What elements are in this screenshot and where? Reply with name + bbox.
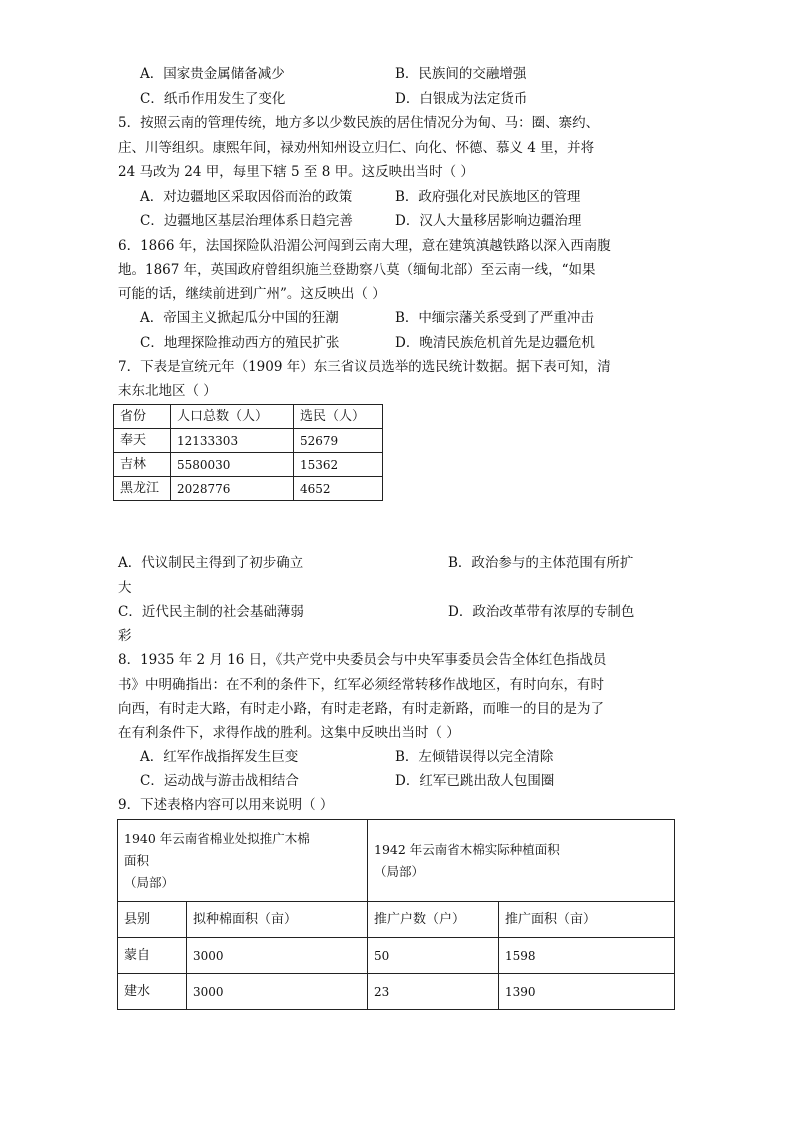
q7-option-a: A．代议制民主得到了初步确立: [118, 555, 304, 571]
q8-stem-line-3: 向西，有时走大路，有时走小路，有时走老路，有时走新路，而唯一的目的是为了: [118, 701, 604, 717]
table-cell: 吉林: [114, 453, 171, 477]
q6-option-c: C．地理探险推动西方的殖民扩张: [140, 335, 340, 351]
table-header-cell: 省份: [114, 405, 171, 429]
table-header-cell: 拟种棉面积（亩）: [187, 902, 368, 938]
table-title-left-line-1: 1940 年云南省棉业处拟推广木棉: [124, 830, 310, 846]
table-header-cell: 推广户数（户）: [368, 902, 499, 938]
q7-option-b: B．政治参与的主体范围有所扩: [448, 555, 634, 571]
table-cell: 奉天: [114, 429, 171, 453]
q5-stem-line-3: 24 马改为 24 甲，每里下辖 5 至 8 甲。这反映出当时（ ）: [118, 164, 474, 180]
q8-stem-line-1: 8．1935 年 2 月 16 日，《共产党中央委员会与中央军事委员会告全体红色指战员: [118, 652, 607, 668]
q7-stem-line-2: 末东北地区（ ）: [118, 383, 217, 399]
q6-option-b: B．中缅宗藩关系受到了严重冲击: [395, 310, 594, 326]
q5-stem-line-1: 5．按照云南的管理传统，地方多以少数民族的居住情况分为甸、马：圈、寨约、: [118, 115, 600, 131]
q6-stem-line-1: 6．1866 年，法国探险队沿湄公河闯到云南大理，意在建筑滇越铁路以深入西南腹: [118, 238, 611, 254]
table-header-cell: 推广面积（亩）: [499, 902, 675, 938]
table-cell: 12133303: [171, 429, 294, 453]
q8-option-c: C．运动战与游击战相结合: [140, 773, 299, 789]
table-header-cell: 县别: [118, 902, 187, 938]
q7-option-c: C．近代民主制的社会基础薄弱: [118, 604, 304, 620]
q6-stem-line-2: 地。1867 年，英国政府曾组织施兰登勘察八莫（缅甸北部）至云南一线，“如果: [118, 262, 596, 278]
q4-option-c: C．纸币作用发生了变化: [140, 91, 286, 107]
table-title-right-line-2: （局部）: [374, 863, 425, 879]
q6-option-d: D．晚清民族危机首先是边疆危机: [395, 335, 595, 351]
q4-option-d: D．白银成为法定货币: [395, 91, 528, 107]
table-cell: 黑龙江: [114, 477, 171, 501]
cotton-planting-table: [117, 819, 675, 1010]
table-row: [118, 938, 675, 974]
q8-stem-line-4: 在有利条件下，求得作战的胜利。这集中反映出当时（ ）: [118, 725, 460, 741]
table-cell: 4652: [294, 477, 383, 501]
table-title-row: [118, 820, 675, 902]
q8-option-b: B．左倾错误得以完全清除: [395, 749, 554, 765]
table-cell: 建水: [118, 974, 187, 1010]
table-cell: 1390: [499, 974, 675, 1010]
table-cell: 蒙自: [118, 938, 187, 974]
table-header-row: [118, 902, 675, 938]
q8-stem-line-2: 书》中明确指出：在不利的条件下，红军必须经常转移作战地区，有时向东，有时: [118, 677, 604, 693]
table-row: [114, 477, 383, 501]
voter-statistics-table: [113, 404, 383, 501]
q7-stem-line-1: 7．下表是宣统元年（1909 年）东三省议员选举的选民统计数据。据下表可知，清: [118, 359, 611, 375]
q5-option-b: B．政府强化对民族地区的管理: [395, 189, 581, 205]
q5-option-d: D．汉人大量移居影响边疆治理: [395, 213, 582, 229]
table-title-left-line-3: （局部）: [124, 874, 175, 890]
table-cell: 5580030: [171, 453, 294, 477]
table-cell: 50: [368, 938, 499, 974]
q5-stem-line-2: 庄、川等组织。康熙年间，禄劝州知州设立归仁、向化、怀德、慕义 4 里，并将: [118, 140, 595, 156]
table-cell: 1598: [499, 938, 675, 974]
q5-option-a: A．对边疆地区采取因俗而治的政策: [140, 189, 353, 205]
table-cell: 23: [368, 974, 499, 1010]
table-row: [118, 974, 675, 1010]
q4-option-a: A．国家贵金属储备减少: [140, 66, 285, 82]
table-cell: 3000: [187, 974, 368, 1010]
table-header-cell: 人口总数（人）: [171, 405, 294, 429]
q7-option-d-wrap: 彩: [118, 628, 132, 644]
q7-option-b-wrap: 大: [118, 580, 132, 596]
q5-option-c: C．边疆地区基层治理体系日趋完善: [140, 213, 353, 229]
q8-option-d: D．红军已跳出敌人包围圈: [395, 773, 555, 789]
table-header-row: [114, 405, 383, 429]
table-title-left-line-2: 面积: [124, 852, 150, 868]
table-title-right-line-1: 1942 年云南省木棉实际种植面积: [374, 841, 560, 857]
table-row: [114, 453, 383, 477]
table-title-left: [118, 820, 368, 902]
q7-option-d: D．政治改革带有浓厚的专制色: [448, 604, 635, 620]
table-cell: 15362: [294, 453, 383, 477]
q8-option-a: A．红军作战指挥发生巨变: [140, 749, 299, 765]
q4-option-b: B．民族间的交融增强: [395, 66, 527, 82]
q6-option-a: A．帝国主义掀起瓜分中国的狂潮: [140, 310, 339, 326]
table-header-cell: 选民（人）: [294, 405, 383, 429]
table-cell: 52679: [294, 429, 383, 453]
table-title-right: [368, 820, 675, 902]
table-cell: 3000: [187, 938, 368, 974]
table-row: [114, 429, 383, 453]
q6-stem-line-3: 可能的话，继续前进到广州”。这反映出（ ）: [118, 286, 386, 302]
table-cell: 2028776: [171, 477, 294, 501]
q9-stem: 9．下述表格内容可以用来说明（ ）: [118, 797, 334, 813]
